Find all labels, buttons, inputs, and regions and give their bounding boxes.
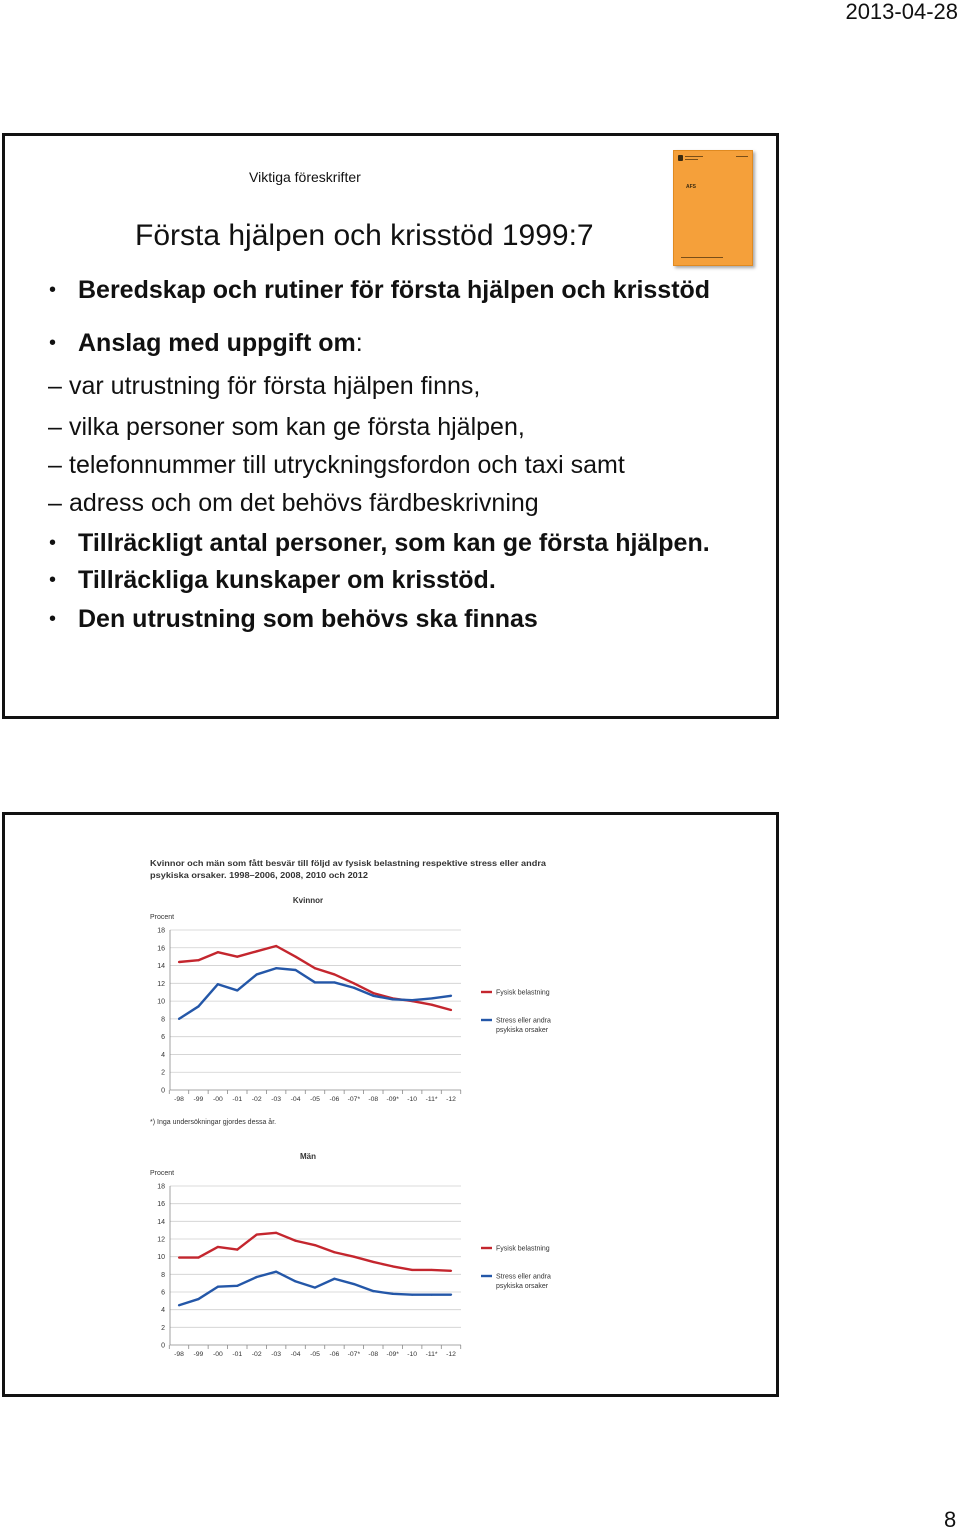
x-tick-label: -05 <box>310 1351 320 1358</box>
bullet-marker: • <box>49 332 57 354</box>
data-point <box>333 1251 335 1253</box>
y-tick-label: 16 <box>157 1201 165 1209</box>
dash-text: adress och om det behövs färdbeskrivning <box>69 489 539 517</box>
x-tick-label: -06 <box>329 1351 340 1358</box>
y-axis-label: Procent <box>150 1170 175 1177</box>
dash-marker: – <box>48 372 62 400</box>
bullet-suffix: : <box>355 329 363 357</box>
x-tick-label: -03 <box>271 1096 282 1103</box>
y-tick-label: 14 <box>157 1218 165 1226</box>
bullet-text: Anslag med uppgift om <box>78 329 356 357</box>
data-point <box>178 961 180 963</box>
x-tick-label: -02 <box>251 1096 262 1103</box>
x-tick-label: -00 <box>212 1096 223 1103</box>
cover-label: AFS <box>686 184 696 190</box>
slide-statistics-figure <box>2 812 779 1397</box>
data-point <box>256 1233 258 1235</box>
data-point <box>411 999 413 1001</box>
series-line-fysisk-belastning <box>179 1233 451 1271</box>
y-tick-label: 0 <box>161 1342 165 1350</box>
y-tick-label: 18 <box>157 927 165 935</box>
bullet-text-wrap <box>78 328 363 358</box>
data-point <box>372 995 374 997</box>
data-point <box>294 1240 296 1242</box>
x-tick-label: -08 <box>368 1096 379 1103</box>
figure-footnote: *) Inga undersökningar gjordes dessa år. <box>150 1119 277 1126</box>
y-tick-label: 10 <box>157 1254 165 1262</box>
data-point <box>314 967 316 969</box>
dash-marker: – <box>48 451 62 479</box>
data-point <box>294 1280 296 1282</box>
regulation-cover-image <box>673 150 753 266</box>
data-point <box>353 987 355 989</box>
data-point <box>217 1286 219 1288</box>
x-tick-label: -09* <box>386 1096 399 1103</box>
x-tick-label: -01 <box>232 1096 243 1103</box>
figure-title-line: Kvinnor och män som fått besvär till följd av fysisk belastning respektive stress eller andra <box>150 858 547 868</box>
y-tick-label: 8 <box>161 1271 165 1279</box>
x-tick-label: -01 <box>232 1351 243 1358</box>
legend-label: Stress eller andra psykiska orsaker <box>496 1273 551 1290</box>
x-tick-label: -12 <box>446 1351 456 1358</box>
cover-text-line <box>685 156 703 157</box>
data-point <box>217 951 219 953</box>
data-point <box>430 1269 432 1271</box>
x-tick-label: -00 <box>212 1351 223 1358</box>
dash-marker: – <box>48 489 62 517</box>
data-point <box>314 1286 316 1288</box>
data-point <box>256 1276 258 1278</box>
data-point <box>197 1256 199 1258</box>
bullet-marker: • <box>49 532 57 554</box>
y-tick-label: 14 <box>157 963 165 971</box>
y-tick-label: 6 <box>161 1034 165 1042</box>
data-point <box>333 1278 335 1280</box>
data-point <box>353 1283 355 1285</box>
data-point <box>353 982 355 984</box>
y-tick-label: 10 <box>157 998 165 1006</box>
data-point <box>178 1256 180 1258</box>
header-date: 2013-04-28 <box>845 0 958 24</box>
figure-title-line: psykiska orsaker. 1998–2006, 2008, 2010 och 2012 <box>150 870 369 880</box>
data-point <box>236 956 238 958</box>
data-point <box>450 1270 452 1272</box>
y-tick-label: 8 <box>161 1016 165 1024</box>
data-point <box>372 992 374 994</box>
data-point <box>314 981 316 983</box>
dash-marker: – <box>48 413 62 441</box>
x-tick-label: -10 <box>407 1351 418 1358</box>
x-tick-label: -04 <box>290 1351 301 1358</box>
y-tick-label: 2 <box>161 1324 165 1332</box>
x-tick-label: -10 <box>407 1096 418 1103</box>
data-point <box>314 1244 316 1246</box>
cover-text-line <box>736 156 748 157</box>
crown-logo-icon <box>678 155 683 161</box>
data-point <box>197 1005 199 1007</box>
data-point <box>275 1271 277 1273</box>
data-point <box>217 1246 219 1248</box>
dash-text: var utrustning för första hjälpen finns, <box>69 372 481 400</box>
dash-text: telefonnummer till utryckningsfordon och taxi samt <box>69 451 625 479</box>
x-tick-label: -07* <box>347 1096 361 1103</box>
data-point <box>294 969 296 971</box>
x-tick-label: -09* <box>386 1351 399 1358</box>
data-point <box>430 997 432 999</box>
cover-text-line <box>681 257 723 258</box>
y-tick-label: 4 <box>161 1051 165 1059</box>
data-point <box>294 956 296 958</box>
page-number: 8 <box>944 1507 957 1532</box>
bullet-text: Den utrustning som behövs ska finnas <box>78 605 538 633</box>
x-tick-label: -07* <box>347 1351 361 1358</box>
x-tick-label: -05 <box>310 1096 320 1103</box>
y-tick-label: 2 <box>161 1069 165 1077</box>
data-point <box>256 950 258 952</box>
data-point <box>217 983 219 985</box>
x-tick-label: -11* <box>425 1096 438 1103</box>
series-line-stress-eller-andra-psykiska-orsaker <box>179 968 451 1019</box>
slide-subtitle: Viktiga föreskrifter <box>249 169 361 185</box>
x-tick-label: -98 <box>174 1096 184 1103</box>
x-tick-label: -04 <box>290 1096 301 1103</box>
y-axis-label: Procent <box>150 914 175 921</box>
x-tick-label: -03 <box>271 1351 282 1358</box>
data-point <box>411 1269 413 1271</box>
x-tick-label: -11* <box>425 1351 438 1358</box>
data-point <box>256 973 258 975</box>
chart-title: Män <box>300 1152 316 1161</box>
data-point <box>450 995 452 997</box>
data-point <box>392 998 394 1000</box>
x-tick-label: -98 <box>174 1351 184 1358</box>
chart-title: Kvinnor <box>292 896 324 905</box>
bullet-marker: • <box>49 608 57 630</box>
y-tick-label: 16 <box>157 945 165 953</box>
data-point <box>430 1004 432 1006</box>
data-point <box>236 1249 238 1251</box>
slide-first-aid <box>2 133 779 719</box>
y-tick-label: 18 <box>157 1183 165 1191</box>
x-tick-label: -06 <box>329 1096 340 1103</box>
data-point <box>430 1294 432 1296</box>
bullet-marker: • <box>49 279 57 301</box>
data-point <box>353 1256 355 1258</box>
legend-label: Fysisk belastning <box>496 989 550 997</box>
data-point <box>392 1265 394 1267</box>
x-tick-label: -08 <box>368 1351 379 1358</box>
line-chart-1 <box>150 896 551 1103</box>
data-point <box>197 959 199 961</box>
y-tick-label: 0 <box>161 1087 165 1095</box>
x-tick-label: -02 <box>251 1351 262 1358</box>
data-point <box>275 1232 277 1234</box>
x-tick-label: -12 <box>446 1096 456 1103</box>
data-point <box>197 1298 199 1300</box>
x-tick-label: -99 <box>193 1351 204 1358</box>
data-point <box>275 945 277 947</box>
data-point <box>411 1294 413 1296</box>
data-point <box>450 1009 452 1011</box>
legend-label: Stress eller andra psykiska orsaker <box>496 1017 551 1034</box>
data-point <box>333 973 335 975</box>
data-point <box>178 1304 180 1306</box>
data-point <box>450 1294 452 1296</box>
data-point <box>372 1290 374 1292</box>
dash-text: vilka personer som kan ge första hjälpen, <box>69 413 525 441</box>
data-point <box>333 981 335 983</box>
bullet-text: Tillräckligt antal personer, som kan ge första hjälpen. <box>78 529 710 557</box>
legend-label: Fysisk belastning <box>496 1245 550 1253</box>
y-tick-label: 12 <box>157 980 165 988</box>
statistics-figure <box>140 850 580 1370</box>
line-chart-2 <box>150 1152 551 1358</box>
x-tick-label: -99 <box>193 1096 204 1103</box>
bullet-marker: • <box>49 569 57 591</box>
data-point <box>392 1293 394 1295</box>
data-point <box>275 967 277 969</box>
y-tick-label: 6 <box>161 1289 165 1297</box>
data-point <box>372 1261 374 1263</box>
y-tick-label: 4 <box>161 1307 165 1315</box>
bullet-text: Tillräckliga kunskaper om krisstöd. <box>78 566 496 594</box>
data-point <box>178 1018 180 1020</box>
data-point <box>236 989 238 991</box>
cover-text-line <box>685 159 698 160</box>
y-tick-label: 12 <box>157 1236 165 1244</box>
slide-title: Första hjälpen och krisstöd 1999:7 <box>135 219 594 252</box>
bullet-text: Beredskap och rutiner för första hjälpen och krisstöd <box>78 276 711 304</box>
data-point <box>236 1285 238 1287</box>
